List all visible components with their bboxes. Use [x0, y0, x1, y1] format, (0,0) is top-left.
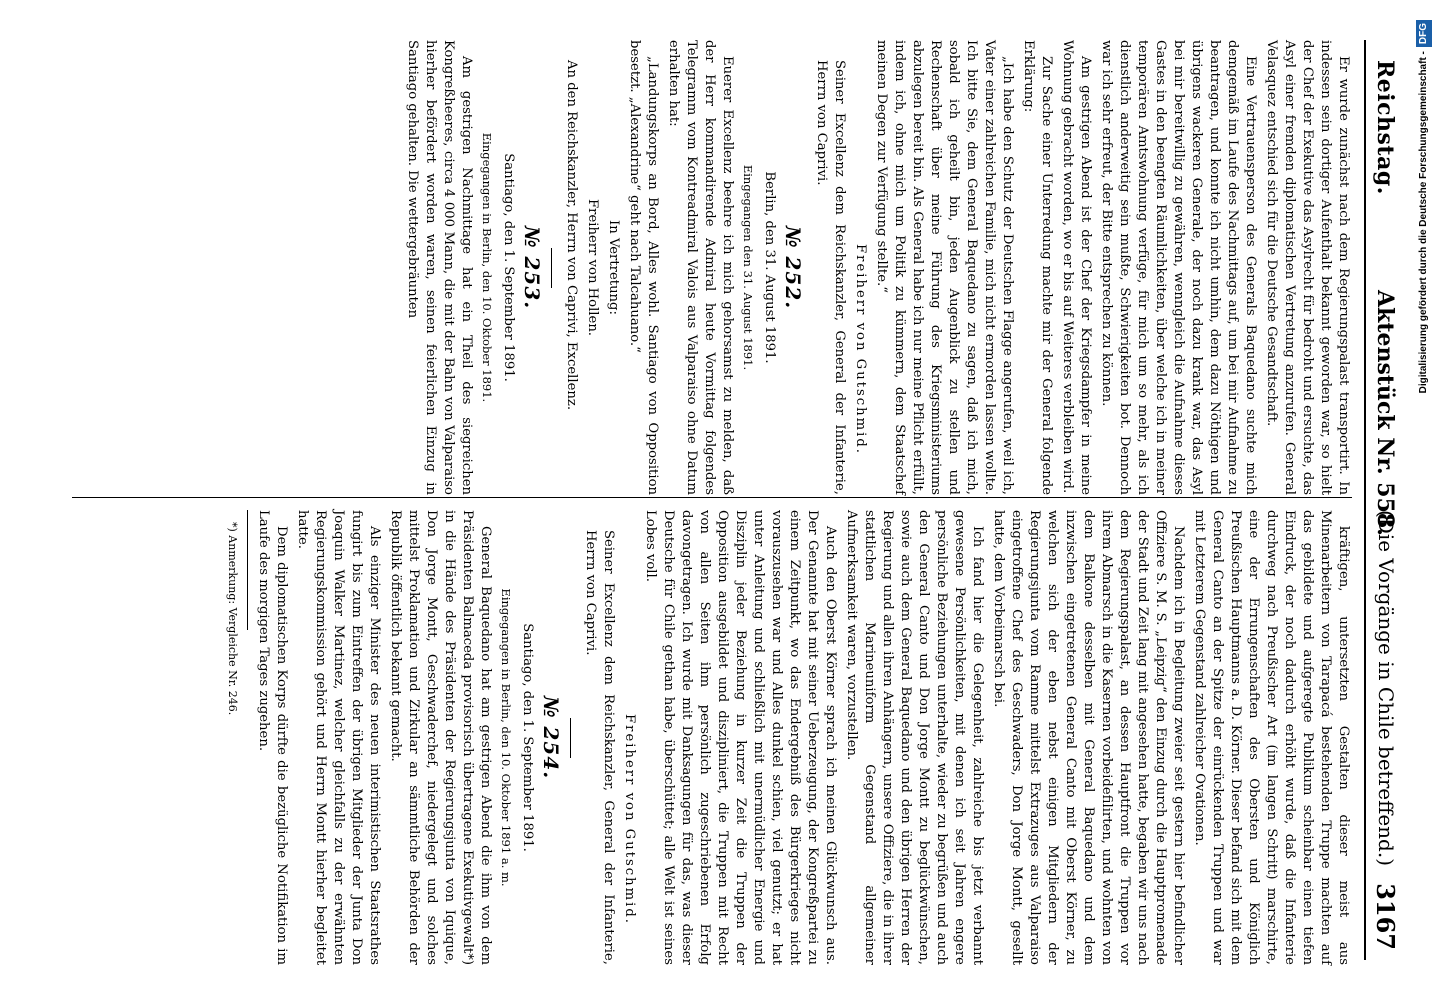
addressee: Seiner Excellenz dem Reichskanzler, General der Infanterie, Herrn von Caprivi.	[814, 60, 847, 495]
footnote-rule	[247, 510, 248, 630]
paragraph: Zur Sache einer Unterredung machte mir der General folgende Erklärung:	[1021, 40, 1054, 495]
page-header	[1364, 40, 1404, 960]
dfg-logo: DFG	[1416, 20, 1432, 47]
paragraph: Eine Vertrauensperson des Generals Baquedano suchte mich demgemäß im Laufe des Nachmittags auf, um bei mir Aufnahme zu beantragen, und konnte ich nicht umhin, dem dazu Nöthigen und übrigens wackeren Generale, der noch dazu krank war, das Asyl bei mir bereitwillig zu gewähren, wenngleich die Aufnahme dieses Gastes in den beengten Räumlichkeiten, über welche ich in meiner temporären Amtswohnung verfüge, für mich um so mehr, als ich dienstlich anderweitig sein mußte, Schwierigkeiten bot. Dennoch war ich sehr erfreut, der Bitte entsprechen zu können.	[1099, 40, 1258, 495]
credit-text-wrapper	[1416, 0, 1432, 1000]
dateline: Berlin, den 31. August 1891.	[762, 171, 777, 364]
column-divider	[72, 497, 1352, 498]
representation-note: In Vertretung:	[606, 220, 621, 315]
signature: Freiherr von Gutschmid.	[622, 714, 637, 925]
paragraph: Auch den Oberst Körner sprach ich meinen Glückwunsch aus. Der Genannte hat mit seiner Ueberzeugung, der Kongreßpartei zu einem Zeitpunkt, wo das Endergebniß des Bürgerkrieges nicht vorauszusehen war und Alles dunkel schien, viel genutzt; er hat unter Anleitung und schließlich mit unermüdlicher Energie und Disziplin jeder Beziehung in kurzer Zeit die Truppen der Opposition ausgebildet und diszipliniert, die Truppen mit Recht von allen Seiten ihm persönlich zugeschriebenen Erfolg davongetragen. Ich wurde mit Danksagungen für das, was dieser Deutsche für Chile gethan habe, überschüttet; alle Welt ist seines Lobes voll.	[643, 510, 838, 965]
paragraph: kräftigen, untersetzten Gestalten dieser meist aus Minenarbeitern von Tarapacá bestehenden Truppe machten auf das gebildete und aufgeregte Publikum scheinbar einen tiefen Eindruck, der noch dadurch erhöht wurde, daß die Infanterie durchweg nach Preußischer Art (im langen Schritt) marschirte, eine der Errungenschaften des Obersten und Königlich Preußischen Hauptmanns a. D. Körner. Dieser befand sich mit dem General Canto an der Spitze der einrückenden Truppen und war mit Letzterem Gegenstand zahlreicher Ovationen.	[1192, 510, 1351, 965]
paragraph: Nachdem ich in Begleitung zweier seit gestern hier befindlicher Offiziere S. M. S. „Leipzig“ den Einzug durch die Hauptpromenade der Stadt und Zeit lang mit angesehen hatte, begaben wir uns nach dem Regierungspalast, an dessen Hauptfront die Truppen vor ihrem Abmarsch in die Kasernen vorbeidefilirten, und wohnten von dem Balkone desselben mit General Baquedano und dem inzwischen eingetretenen General Canto mit Oberst Körner, zu welchen sich der eben nebst einigen Mitgliedern der Regierungsjunta vom Ramme mittelst Extrazuges aus Valparaiso eingetroffene Chef des Geschwaders, Don Jorge Montt, gesellt hatte, dem Vorbeimarsch bei.	[991, 510, 1186, 965]
separator	[570, 718, 571, 758]
paragraph: Dem diplomatischen Korps dürfte die bezügliche Notifikation im Laufe des morgigen Tages zugehen.	[256, 510, 289, 965]
paragraph: Als einziger Minister des neuen interimistischen Staatsrathes fungirt bis zum Eintreffen der übrigen Mitglieder der Junta Don Joaquin Walker Martinez, welcher gleichfalls zu der erwähnten Regierungskommission gehört und Herrn Montt hierher begleitet hatte.	[295, 510, 382, 965]
header-subject: (Die Vorgänge in Chile betreffend.)	[1374, 510, 1398, 867]
document-page	[32, 0, 1412, 1000]
document-number-254: № 254.	[539, 695, 563, 780]
separator	[551, 248, 552, 288]
digitization-credit	[1416, 0, 1432, 1000]
document-number-253: № 253.	[520, 225, 544, 310]
document-number-252: № 252.	[781, 225, 805, 310]
left-column	[72, 40, 1352, 495]
telegram-text: „Landungskorps an Bord, Alles wohl. Santiago von Opposition besetzt. „Alexandrine“ geht nach Talcahuano.“	[627, 40, 660, 495]
paragraph: Am gestrigen Nachmittage hat ein Theil des siegreichen Kongreßheeres, circa 4 000 Mann, die mit der Bahn von Valparaiso hierher befördert worden waren, seinen feierlichen Einzug in Santiago gehalten. Die wettergebräunten	[405, 40, 474, 495]
paragraph: Am gestrigen Abend ist der Chef der Kriegsdampfer in meine Wohnung gebracht worden, wo er bis auf Weiteres verbleiben wird.	[1060, 40, 1093, 495]
dateline: Santiago, den 1. September 1891.	[520, 623, 535, 852]
addressee: An den Reichskanzler, Herrn von Caprivi, Excellenz.	[564, 60, 579, 411]
header-left: Reichstag.	[1372, 60, 1398, 195]
footnote: *) Anmerkung: Vergleiche Nr. 246.	[226, 522, 239, 716]
addressee: Seiner Excellenz dem Reichskanzler, General der Infanterie, Herrn von Caprivi.	[583, 530, 616, 965]
paragraph: Ich fand hier die Gelegenheit, zahlreiche bis jetzt verbannt gewesene Persönlichkeiten, mit denen ich seit Jahren engere persönliche Beziehungen unterhalte, wieder zu begrüßen und auch den General Canto und Don Jorge Montt zu beglückwünschen, sowie auch dem General Baquedano und den übrigen Herren der Regierung und allen ihren Anhängern, unsere Offiziere, die in ihrer stattlichen Marineuniform Gegenstand allgemeiner Aufmerksamkeit waren, vorzustellen.	[844, 510, 985, 965]
paragraph: General Baquedano hat am gestrigen Abend die ihm von dem Präsidenten Balmaceda provisorisch übertragene Exekutivgewalt*) in die Hände des Präsidenten der Regierungsjunta von Iquique, Don Jorge Montt, Geschwaderchef, niedergelegt und solches mittelst Proklamation und Zirkular an sämmtliche Behörden der Republik öffentlich bekannt gemacht.	[388, 510, 493, 965]
dateline: Santiago, den 1. September 1891.	[501, 153, 516, 382]
paragraph: Er wurde zunächst nach dem Regierungspalast transportirt. In indessen sein dortiger Aufenthalt bekannt geworden war, so hielt der Chef der Exekutive das Asylrecht für bedroht und ersuchte, das Asyl einer fremden diplomatischen Vertretung anzurufen. General Velasquez entschied sich für die Deutsche Gesandtschaft.	[1264, 40, 1351, 495]
received-line: Eingegangen in Berlin, den 10. Oktober 1891.	[480, 132, 494, 403]
page-number: 3167	[1371, 883, 1400, 950]
received-line: Eingegangen den 31. August 1891.	[741, 164, 755, 371]
paragraph: „Ich habe den Schutz der Deutschen Flagge angerufen, weil ich, Vater einer zahlreichen Familie, mich nicht ermorden lassen wollte. Ich bitte Sie, dem General Baquedano zu sagen, daß ich mich, sobald ich geheilt bin, jeden Augenblick zu stellen und Rechenschaft über meine Führung des Kriegsministeriums abzulegen bereit bin. Als General habe ich nur meine Pflicht erfüllt, indem ich, ohne mich um Politik zu kümmern, dem Staatschef meinen Degen zur Verfügung stellte.“	[874, 40, 1015, 495]
credit-text: Digitalisierung gefördert durch die Deutsche Forschungsgemeinschaft -	[1418, 51, 1429, 394]
right-column	[72, 510, 1352, 965]
signature: Freiherr von Gutschmid.	[853, 244, 868, 455]
header-document-number: Aktenstück Nr. 558.	[1372, 290, 1398, 536]
received-line: Eingegangen in Berlin, den 10. Oktober 1891 a. m.	[499, 588, 513, 887]
paragraph: Euerer Excellenz beehre ich mich gehorsamst zu melden, daß der Herr kommandirende Admiral heute Vormittag folgendes Telegramm vom Kontreadmiral Valois aus Valparaiso ohne Datum erhalten hat:	[666, 40, 735, 495]
signature: Freiherr von Hollen.	[585, 198, 600, 336]
